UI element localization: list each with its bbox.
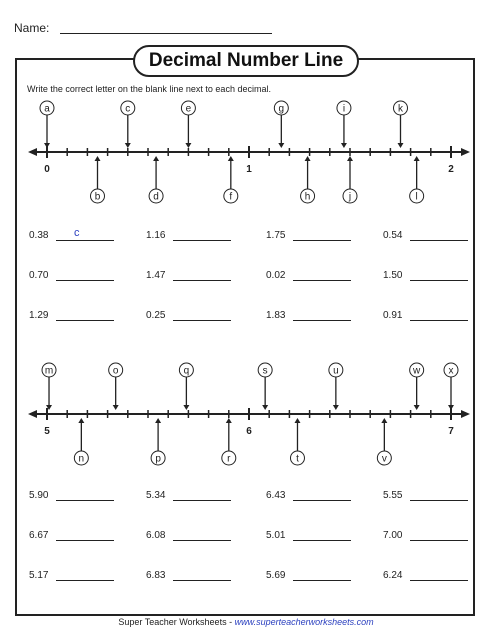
letter-f: f [229, 191, 233, 203]
decimal-value: 1.16 [146, 230, 166, 241]
answer-blank[interactable] [56, 240, 114, 241]
answer-blank[interactable] [56, 540, 114, 541]
answer-blank[interactable] [293, 500, 351, 501]
arrowhead [113, 405, 119, 410]
decimal-value: 7.00 [383, 530, 403, 541]
decimal-value: 6.08 [146, 530, 166, 541]
decimal-value: 1.50 [383, 270, 403, 281]
answer-blank[interactable] [410, 240, 468, 241]
footer-url[interactable]: www.superteacherworksheets.com [234, 617, 374, 627]
arrowhead [226, 418, 232, 423]
letter-p: p [155, 453, 161, 465]
letter-o: o [112, 365, 119, 377]
answer-blank[interactable] [293, 320, 351, 321]
letter-a: a [44, 103, 50, 115]
answer-blank[interactable] [173, 240, 231, 241]
arrowhead [333, 405, 339, 410]
decimal-value: 6.43 [266, 490, 286, 501]
decimal-value: 6.67 [29, 530, 49, 541]
tick-label: 2 [448, 164, 454, 175]
decimal-value: 5.90 [29, 490, 49, 501]
decimal-value: 6.24 [383, 570, 403, 581]
instructions: Write the correct letter on the blank line next to each decimal. [27, 84, 271, 94]
arrowhead [414, 405, 420, 410]
arrowhead [294, 418, 300, 423]
decimal-value: 0.70 [29, 270, 49, 281]
answer-blank[interactable] [56, 320, 114, 321]
letter-n: n [78, 453, 85, 465]
decimal-value: 0.54 [383, 230, 403, 241]
arrowhead [448, 405, 454, 410]
letter-g: g [278, 103, 285, 115]
letter-l: l [415, 191, 418, 203]
answer-blank[interactable] [410, 320, 468, 321]
letter-b: b [94, 191, 101, 203]
tick-label: 7 [448, 426, 454, 437]
decimal-value: 0.91 [383, 310, 403, 321]
written-answer: c [74, 227, 80, 239]
answer-blank[interactable] [173, 500, 231, 501]
letter-d: d [153, 191, 159, 203]
letter-h: h [304, 191, 311, 203]
decimal-value: 0.02 [266, 270, 286, 281]
answer-blank[interactable] [293, 280, 351, 281]
arrowhead [78, 418, 84, 423]
arrowhead [183, 405, 189, 410]
answer-blank[interactable] [173, 320, 231, 321]
letter-c: c [125, 103, 131, 115]
arrowhead [155, 418, 161, 423]
letter-v: v [381, 453, 387, 465]
answer-blank[interactable] [173, 540, 231, 541]
decimal-value: 5.01 [266, 530, 286, 541]
name-label: Name: [14, 21, 50, 35]
letter-r: r [227, 453, 231, 465]
letter-x: x [448, 365, 454, 377]
answer-blank[interactable] [56, 580, 114, 581]
letter-u: u [333, 365, 339, 377]
answer-blank[interactable] [410, 280, 468, 281]
letter-j: j [348, 191, 352, 203]
footer-text: Super Teacher Worksheets - [118, 617, 235, 627]
answer-blank[interactable] [410, 580, 468, 581]
decimal-value: 5.17 [29, 570, 49, 581]
decimal-value: 0.38 [29, 230, 49, 241]
arrowhead [381, 418, 387, 423]
footer [0, 617, 492, 627]
letter-s: s [262, 365, 268, 377]
decimal-value: 1.29 [29, 310, 49, 321]
decimal-value: 5.69 [266, 570, 286, 581]
worksheet-title: Decimal Number Line [133, 45, 359, 77]
answer-blank[interactable] [410, 500, 468, 501]
decimal-value: 6.83 [146, 570, 166, 581]
tick-label: 6 [246, 426, 252, 437]
decimal-value: 1.83 [266, 310, 286, 321]
right-arrowhead [461, 410, 470, 418]
decimal-value: 5.34 [146, 490, 166, 501]
letter-e: e [185, 103, 192, 115]
tick-label: 5 [44, 426, 50, 437]
answer-blank[interactable] [56, 500, 114, 501]
decimal-value: 0.25 [146, 310, 166, 321]
answer-blank[interactable] [173, 280, 231, 281]
left-arrowhead [28, 410, 37, 418]
tick-label: 0 [44, 164, 50, 175]
letter-i: i [342, 103, 346, 115]
decimal-value: 1.75 [266, 230, 286, 241]
answer-blank[interactable] [293, 240, 351, 241]
tick-label: 1 [246, 164, 252, 175]
answer-blank[interactable] [410, 540, 468, 541]
letter-q: q [183, 365, 190, 377]
answer-blank[interactable] [293, 540, 351, 541]
letter-w: w [413, 365, 421, 377]
letter-t: t [296, 453, 299, 465]
answer-blank[interactable] [173, 580, 231, 581]
letter-k: k [398, 103, 403, 115]
letter-m: m [44, 365, 54, 377]
decimal-value: 1.47 [146, 270, 166, 281]
answer-blank[interactable] [293, 580, 351, 581]
arrowhead [262, 405, 268, 410]
answer-blank[interactable] [56, 280, 114, 281]
decimal-value: 5.55 [383, 490, 403, 501]
